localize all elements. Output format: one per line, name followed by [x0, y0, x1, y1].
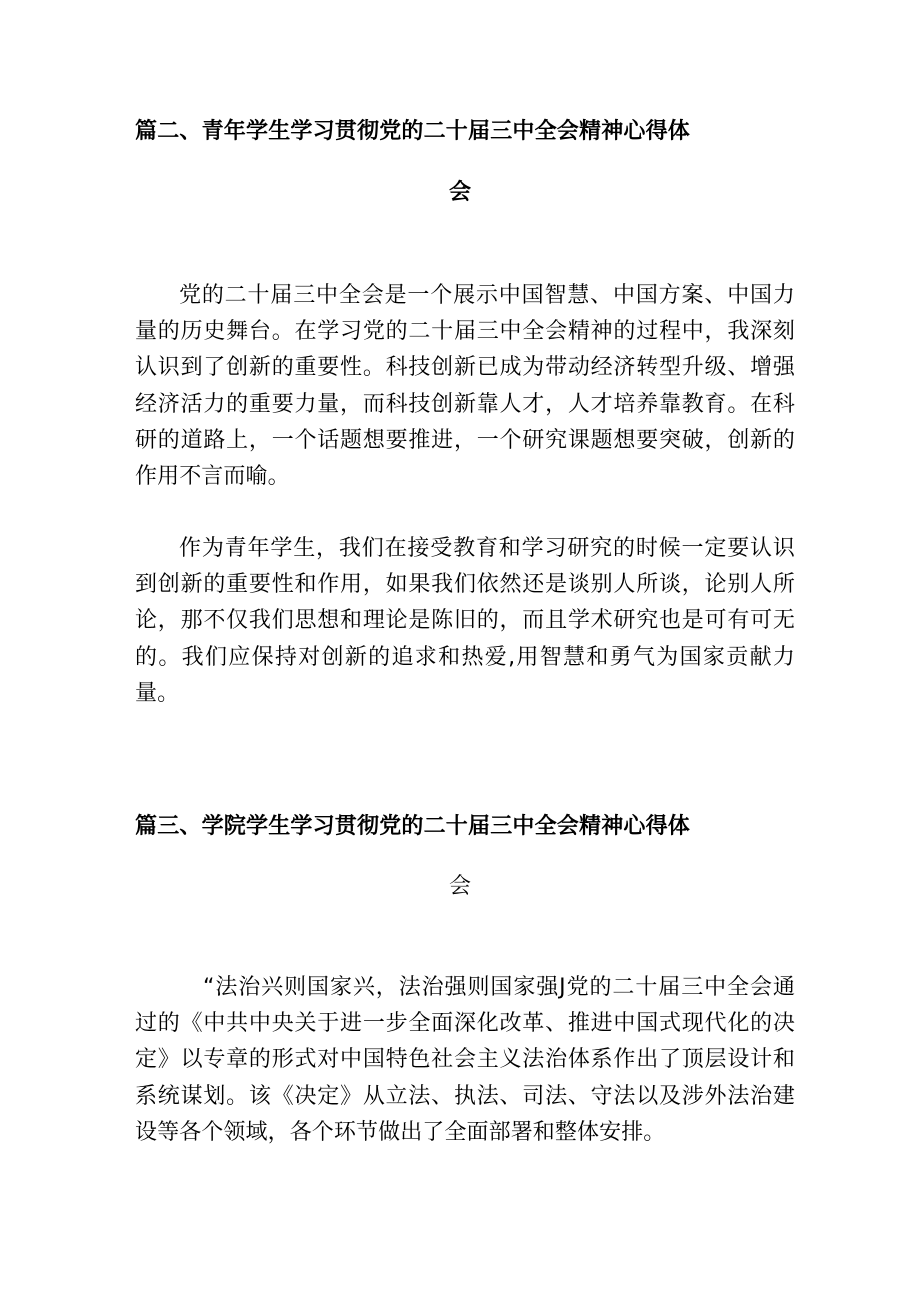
section3-heading-continuation: 会: [448, 874, 471, 899]
section3-paragraph-1: “法治兴则国家兴，法治强则国家强J党的二十届三中全会通过的《中共中央关于进一步全面深化改革、推进中国式现代化的决定》以专章的形式对中国特色社会主义法治体系作出了顶层设计和系统谋划。该《决定》从立法、执法、司法、守法以及涉外法治建设等各个领域，各个环节做出了全面部署和整体安排。: [135, 975, 795, 1145]
section2-heading-continuation: 会: [448, 180, 471, 205]
section3-heading: 篇三、学院学生学习贯彻党的二十届三中全会精神心得体: [135, 814, 691, 839]
section2-heading: 篇二、青年学生学习贯彻党的二十届三中全会精神心得体: [135, 119, 691, 144]
section2-paragraph-1: 党的二十届三中全会是一个展示中国智慧、中国方案、中国力量的历史舞台。在学习党的二十届三中全会精神的过程中，我深刻认识到了创新的重要性。科技创新已成为带动经济转型升级、增强经济活力的重要力量，而科技创新靠人才，人才培养靠教育。在科研的道路上，一个话题想要推进，一个研究课题想要突破，创新的作用不言而喻。: [135, 283, 795, 490]
section2-paragraph-2: 作为青年学生，我们在接受教育和学习研究的时候一定要认识到创新的重要性和作用，如果我们依然还是谈别人所谈，论别人所论，那不仅我们思想和理论是陈旧的，而且学术研究也是可有可无的。我们应保持对创新的追求和热爱,用智慧和勇气为国家贡献力量。: [135, 536, 795, 706]
